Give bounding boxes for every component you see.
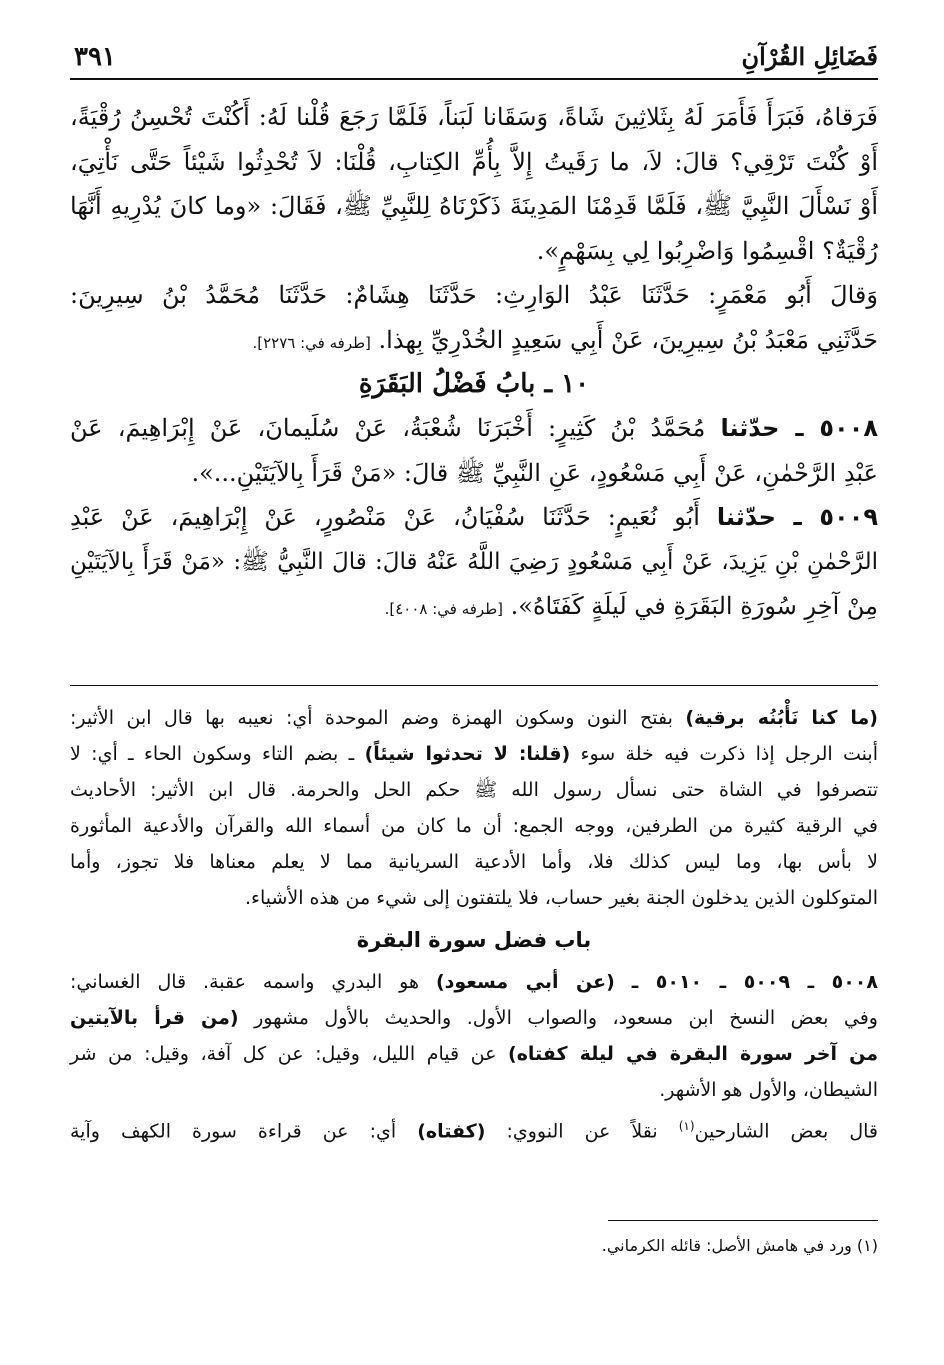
commentary-line: [70, 1108, 878, 1144]
line-text: مِنْ آخِرِ سُورَةِ البَقَرَةِ في لَيلَةٍ كَفَتَاهُ».: [510, 592, 878, 620]
hadith-number: ٥٠٠٨ ـ حدّثنا: [720, 414, 878, 442]
line-text: ـ بضم التاء وسكون الحاء ـ أي: لا: [70, 743, 355, 765]
text-line: أَوْ نَسْأَلَ النَّبِيَّ ﷺ، فَلَمَّا قَدِمْنَا المَدِينَةَ ذَكَرْنَاهُ لِلنَّبِيِّ ﷺ، فَقَالَ: «وما كانَ يُدْرِيهِ أَنَّهَا: [70, 192, 878, 220]
page-number: ٣٩١: [74, 42, 116, 72]
hadith-5008-line: [70, 406, 878, 451]
commentary-line: المتوكلون الذين يدخلون الجنة بغير حساب، فلا يلتفتون إلى شيء من هذه الأشياء.: [244, 887, 878, 909]
text-line: رُقْيَةٌ؟ اقْسِمُوا وَاضْرِبُوا لِي بِسَهْمٍ».: [536, 236, 878, 265]
commentary-line: [70, 964, 878, 1000]
commentary-line: في الرقية كثيرة من الطرفين، ووجه الجمع: أن ما كان من أسماء الله والقرآن والأدعية المأثورة: [70, 815, 878, 837]
line-text: هو البدري واسمه عقبة. قال الغساني:: [70, 971, 419, 993]
commentary-line: [70, 1000, 878, 1036]
line-text: عن قيام الليل، وقيل: عن كل آفة، وقيل: من شر: [70, 1043, 497, 1065]
bold-lemma: (قلنا: لا تحدثوا شيئاً): [364, 743, 571, 765]
commentary-line: [70, 1036, 878, 1072]
line-text: نقلاً عن النووي:: [506, 1120, 658, 1143]
hadith-5009-line: [70, 495, 878, 540]
text-line: أَوْ كُنْتَ تَرْقِي؟ قالَ: لاَ، ما رَقَيتُ إِلاَّ بِأُمِّ الكِتابِ، قُلْنَا: لاَ تُحْدِثُوا شَيْئاً حَتَّى نَأْتِيَ،: [70, 147, 878, 176]
commentary: [70, 700, 878, 1144]
hadith-numbers: ٥٠٠٨ ـ ٥٠٠٩ ـ ٥٠١٠ ـ: [631, 971, 878, 993]
bold-lemma: (من قرأ بالآيتين: [70, 1007, 239, 1029]
line-text: وفي بعض النسخ ابن مسعود، والصواب الأول. والحديث بالأول مشهور: [254, 1007, 878, 1029]
commentary-heading: باب فضل سورة البقرة: [356, 928, 592, 952]
bold-lemma: من آخر سورة البقرة في ليلة كفتاه): [508, 1043, 878, 1065]
hadith-number: ٥٠٠٩ ـ حدّثنا: [716, 503, 878, 531]
text-line: عَبْدِ الرَّحْمٰنِ، عَنْ أَبِي مَسْعُودٍ، عَنِ النَّبِيِّ ﷺ قالَ: «مَنْ قَرَأَ بِالآيَتَيْنِ...».: [191, 458, 878, 487]
hadith-text: [70, 95, 878, 629]
cross-reference: [طرفه في: ٤٠٠٨].: [384, 600, 503, 618]
text-line: [70, 318, 878, 363]
commentary-line: [70, 700, 878, 736]
line-text: أبنت الرجل إذا ذكرت فيه خلة سوء: [580, 743, 878, 765]
line-text: بفتح النون وسكون الهمزة وضم الموحدة أي: نعيبه بها قال ابن الأثير:: [70, 707, 673, 729]
bold-lemma: (ما كنا نَأْبُنُه برقية): [685, 707, 878, 729]
commentary-rule: [70, 685, 878, 686]
footnote-marker: (١): [678, 1119, 695, 1133]
line-text: أي: عن قراءة سورة الكهف وآية: [70, 1120, 397, 1143]
bold-lemma: (عن أبي مسعود): [435, 971, 615, 993]
line-text: حَدَّثَنِي مَعْبَدُ بْنُ سِيرِينَ، عَنْ أَبِي سَعِيدٍ الخُدْرِيِّ بِهذا.: [378, 325, 878, 354]
commentary-line: تتصرفوا في الشاة حتى نسأل رسول الله ﷺ حكم الحل والحرمة. قال ابن الأثير: الأحاديث: [70, 779, 878, 801]
cross-reference: [طرفه في: ٢٢٧٦].: [252, 333, 371, 352]
chapter-heading: ١٠ ـ بابُ فَضْلُ البَقَرَةِ: [358, 369, 590, 399]
footnote-rule: [608, 1220, 878, 1221]
text-line: [70, 584, 878, 629]
commentary-line: لا بأس بها، وما ليس كذلك فلا، وأما الأدعية السريانية مما لا يعلم معناها فلا تجوز، وأما: [70, 851, 878, 873]
book-page: [70, 0, 878, 1365]
commentary-line: الشيطان، والأول هو الأشهر.: [659, 1079, 878, 1101]
footnote: (١) ورد في هامش الأصل: قائله الكرماني.: [601, 1236, 878, 1255]
commentary-line: [70, 736, 878, 772]
line-text: قال بعض الشارحين: [694, 1120, 878, 1143]
line-text: أَبُو نُعَيمٍ: حَدَّثَنَا سُفْيَانُ، عَنْ مَنْصُورٍ، عَنْ إِبْرَاهِيمَ، عَنْ عَبْدِ: [70, 503, 700, 531]
bold-lemma: (كفتاه): [417, 1120, 486, 1143]
text-line: الرَّحْمٰنِ بْنِ يَزِيدَ، عَنْ أَبِي مَسْعُودٍ رَضِيَ اللَّهُ عَنْهُ قالَ: قالَ النَّبِيُّ ﷺ: «مَنْ قَرَأَ بِالآيَتَيْنِ: [70, 548, 878, 575]
running-title: فَضَائِلِ القُرْآنِ: [741, 42, 878, 71]
line-text: مُحَمَّدُ بْنُ كَثِيرٍ: أَخْبَرَنَا شُعْبَةُ، عَنْ سُلَيمانَ، عَنْ إِبْرَاهِيمَ، عَنْ: [70, 414, 706, 442]
text-line: فَرَقاهُ، فَبَرَأَ فَأَمَرَ لَهُ بِثَلاثِينَ شَاةً، وَسَقَانا لَبَناً، فَلَمَّا رَجَعَ قُلْنا لَهُ: أَكُنْتَ تُحْسِنُ رُقْيَةً،: [70, 103, 878, 131]
text-line: وَقالَ أَبُو مَعْمَرٍ: حَدَّثَنَا عَبْدُ الوَارِثِ: حَدَّثَنَا هِشَامٌ: حَدَّثَنَا مُحَمَّدُ بْنُ سِيرِينَ:: [70, 281, 878, 309]
page-header: [70, 40, 878, 80]
header-rule: [70, 78, 878, 80]
